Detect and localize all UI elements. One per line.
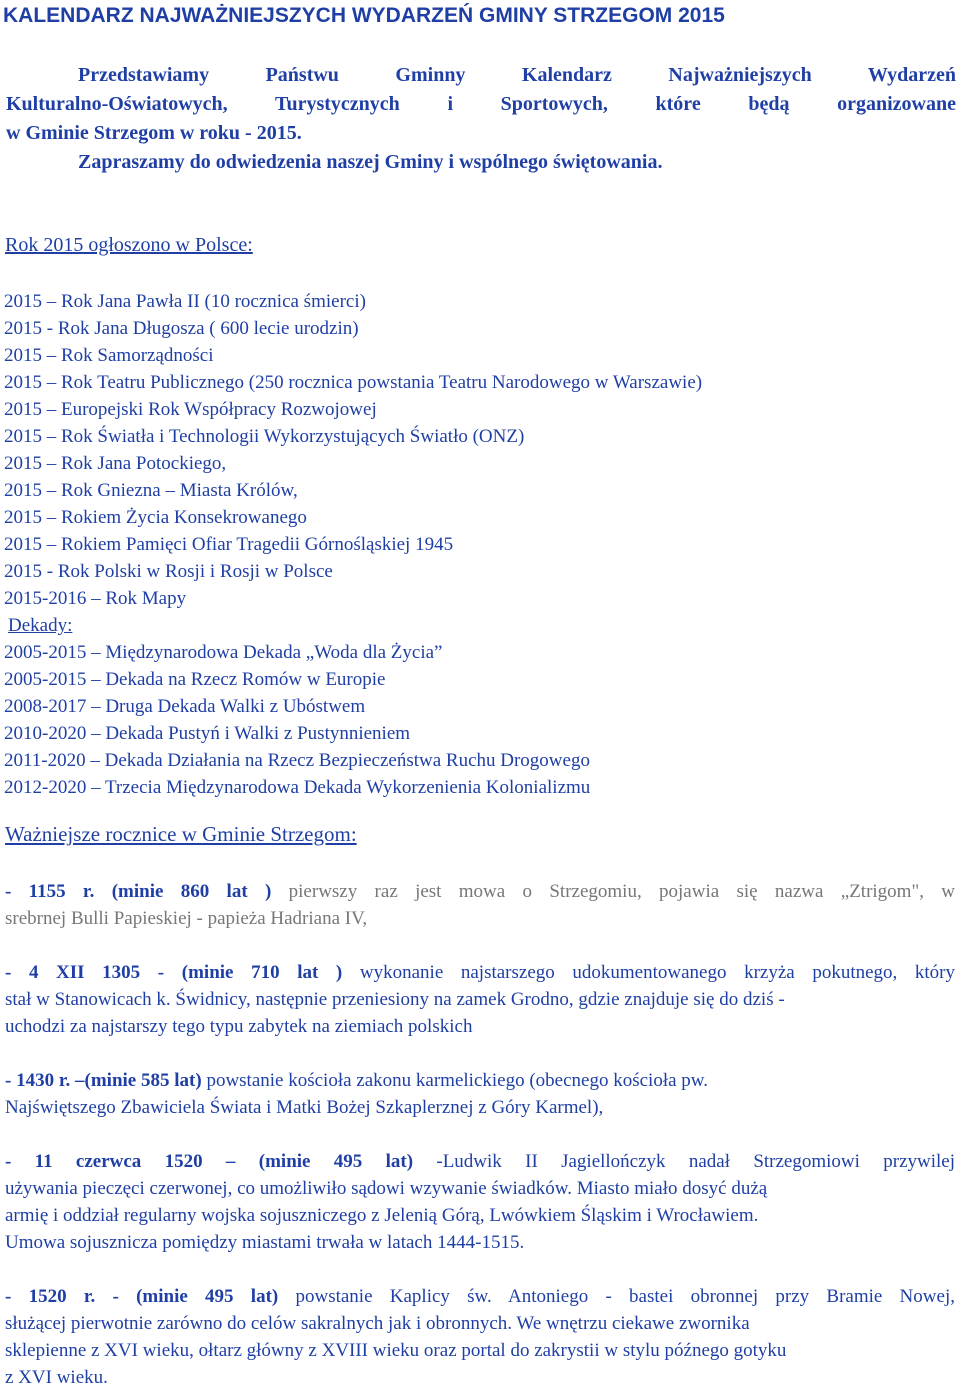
- decade-item: 2010-2020 – Dekada Pustyń i Walki z Pustynnieniem: [4, 723, 411, 744]
- anniversary-line: [5, 1148, 955, 1175]
- event-age: –(minie 585 lat): [75, 1070, 202, 1091]
- year-item: 2015 – Rok Jana Potockiego,: [4, 453, 227, 474]
- decade-item: 2005-2015 – Dekada na Rzecz Romów w Europie: [4, 669, 386, 690]
- event-date: - 11 czerwca 1520 –: [5, 1151, 236, 1172]
- event-text: wykonanie najstarszego udokumentowanego krzyża pokutnego, który: [342, 962, 956, 983]
- intro-line: w Gminie Strzegom w roku - 2015.: [6, 122, 302, 144]
- page-title: KALENDARZ NAJWAŻNIEJSZYCH WYDARZEŃ GMINY STRZEGOM 2015: [3, 4, 725, 27]
- event-date: - 1520 r.: [5, 1286, 96, 1307]
- event-text: powstanie Kaplicy św. Antoniego - bastei obronnej przy Bramie Nowej,: [278, 1286, 955, 1307]
- event-text: Umowa sojusznicza pomiędzy miastami trwała w latach 1444-1515.: [5, 1232, 525, 1253]
- year-item: 2015 – Rokiem Życia Konsekrowanego: [4, 507, 307, 528]
- year-item: 2015 – Rok Gniezna – Miasta Królów,: [4, 480, 298, 501]
- year-item: 2015-2016 – Rok Mapy: [4, 588, 187, 609]
- anniversaries-list: [5, 878, 955, 1391]
- decade-item: 2011-2020 – Dekada Działania na Rzecz Bezpieczeństwa Ruchu Drogowego: [4, 750, 590, 771]
- intro-line: Kulturalno-Oświatowych, Turystycznych i Sportowych, które będą organizowane: [6, 93, 956, 115]
- anniversary-item: [5, 1067, 955, 1121]
- year-item: 2015 – Rok Jana Pawła II (10 rocznica śmierci): [4, 291, 366, 312]
- anniversary-item: [5, 1283, 955, 1391]
- event-text: pierwszy raz jest mowa o Strzegomiu, pojawia się nazwa „Ztrigom", w: [271, 881, 956, 902]
- event-date: - 1155 r.: [5, 881, 95, 902]
- event-age: (minie 860 lat ): [111, 881, 272, 902]
- intro-invitation: Zapraszamy do odwiedzenia naszej Gminy i wspólnego świętowania.: [78, 151, 663, 173]
- anniversary-item: [5, 1148, 955, 1256]
- year-item: 2015 – Rokiem Pamięci Ofiar Tragedii Górnośląskiej 1945: [4, 534, 454, 555]
- rocznice-heading: Ważniejsze rocznice w Gminie Strzegom:: [5, 822, 357, 846]
- intro-line: Przedstawiamy Państwu Gminny Kalendarz Najważniejszych Wydarzeń: [78, 64, 956, 86]
- event-text: armię i oddział regularny wojska sojuszniczego z Jelenią Górą, Lwówkiem Śląskim i Wrocławiem.: [5, 1205, 759, 1226]
- event-text: -Ludwik II Jagiellończyk nadał Strzegomiowi przywilej: [413, 1151, 955, 1172]
- anniversary-line: [5, 959, 955, 986]
- event-text: sklepienne z XVI wieku, ołtarz główny z XVIII wieku oraz portal do zakrystii w stylu późnego gotyku: [5, 1340, 787, 1361]
- event-text: Najświętszego Zbawiciela Świata i Matki Bożej Szkaplerznej z Góry Karmel),: [5, 1097, 604, 1118]
- event-text: stał w Stanowicach k. Świdnicy, następnie przeniesiony na zamek Grodno, gdzie znajduje się do dziś -: [5, 989, 785, 1010]
- year-item: 2015 - Rok Polski w Rosji i Rosji w Polsce: [4, 561, 333, 582]
- dekady-heading: [4, 612, 702, 639]
- anniversary-item: [5, 878, 955, 932]
- event-age: - (minie 495 lat): [112, 1286, 279, 1307]
- decade-item: 2005-2015 – Międzynarodowa Dekada „Woda dla Życia”: [4, 642, 443, 663]
- event-text: z XVI wieku.: [5, 1367, 108, 1388]
- event-date: - 4 XII 1305 -: [5, 962, 165, 983]
- year-item: 2015 – Rok Samorządności: [4, 345, 214, 366]
- year-item: 2015 - Rok Jana Długosza ( 600 lecie urodzin): [4, 318, 359, 339]
- year-item: 2015 – Rok Światła i Technologii Wykorzystujących Światło (ONZ): [4, 426, 525, 447]
- dekady-heading-text: Dekady:: [8, 615, 73, 636]
- event-text: uchodzi za najstarszy tego typu zabytek na ziemiach polskich: [5, 1016, 473, 1037]
- year-item: 2015 – Europejski Rok Współpracy Rozwojowej: [4, 399, 377, 420]
- year-item: 2015 – Rok Teatru Publicznego (250 rocznica powstania Teatru Narodowego w Warszawie): [4, 372, 703, 393]
- event-date: - 1430 r.: [5, 1070, 71, 1091]
- anniversary-line: [5, 1067, 955, 1094]
- event-text: srebrnej Bulli Papieskiej - papieża Hadriana IV,: [5, 908, 368, 929]
- decade-item: 2008-2017 – Druga Dekada Walki z Ubóstwem: [4, 696, 366, 717]
- event-age: (minie 710 lat ): [181, 962, 343, 983]
- event-age: (minie 495 lat): [258, 1151, 414, 1172]
- anniversary-item: [5, 959, 955, 1040]
- intro-paragraph: [6, 61, 956, 177]
- event-text: służącej pierwotnie zarówno do celów sakralnych jak i obronnych. We wnętrzu ciekawe zwornika: [5, 1313, 750, 1334]
- anniversary-line: [5, 878, 955, 905]
- decade-item: 2012-2020 – Trzecia Międzynarodowa Dekada Wykorzenienia Kolonializmu: [4, 777, 591, 798]
- anniversary-line: [5, 1283, 955, 1310]
- rok-heading: Rok 2015 ogłoszono w Polsce:: [5, 234, 253, 256]
- event-text: używania pieczęci czerwonej, co umożliwiło sądowi wzywanie świadków. Miasto miało dosyć dużą: [5, 1178, 768, 1199]
- event-text: powstanie kościoła zakonu karmelickiego (obecnego kościoła pw.: [201, 1070, 709, 1091]
- years-list: [4, 288, 702, 801]
